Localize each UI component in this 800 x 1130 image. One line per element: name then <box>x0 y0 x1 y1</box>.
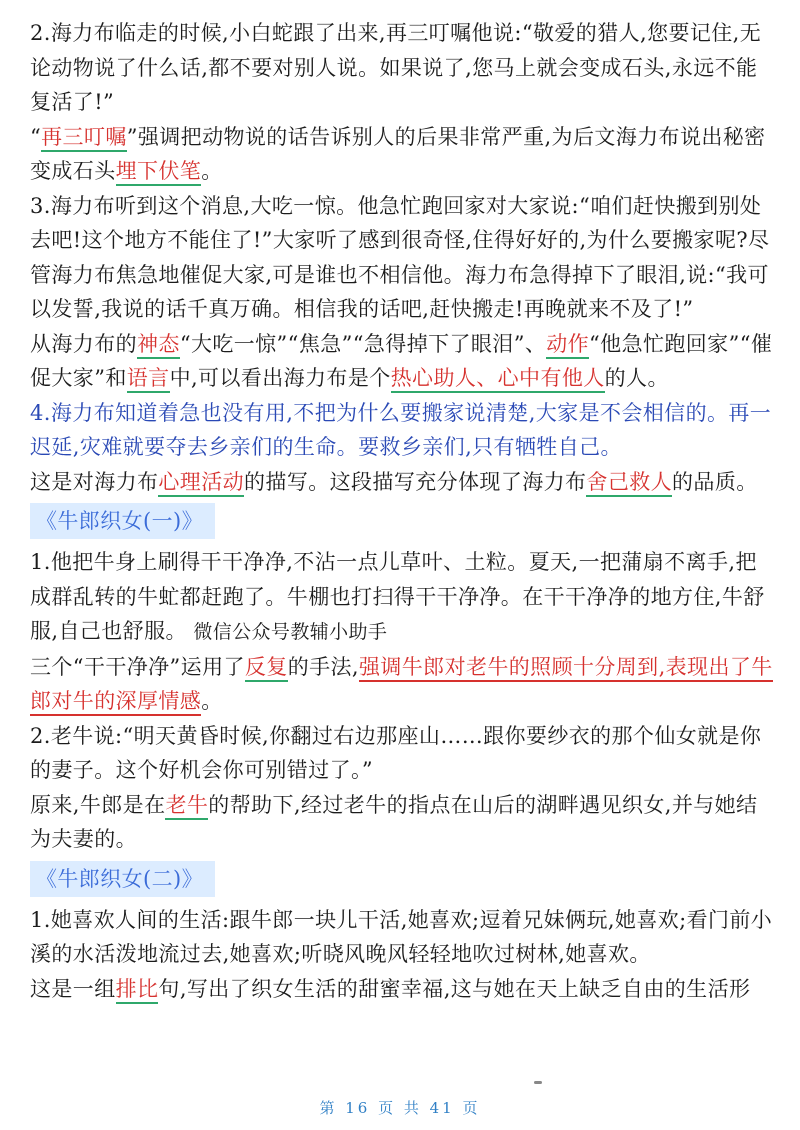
keyword-repetition: 反复 <box>245 655 288 682</box>
niulang1-p1-text: 1.他把牛身上刷得干干净净,不沾一点儿草叶、土粒。夏天,一把蒲扇不离手,把成群乱转的牛虻都赶跑了。牛棚也打扫得干干净净。在干干净净的地方住,牛舒服,自己也舒服。 <box>30 550 765 643</box>
keyword-old-ox: 老牛 <box>165 793 208 820</box>
niulang2-paragraph-1: 1.她喜欢人间的生活:跟牛郎一块儿干活,她喜欢;逗着兄妹俩玩,她喜欢;看门前小溪的水活泼地流过去,她喜欢;听晓风晚风轻轻地吹过树林,她喜欢。 <box>30 907 773 966</box>
note-3-text-a: 这是对海力布 <box>30 469 159 494</box>
paragraph-2: 2.海力布临走的时候,小白蛇跟了出来,再三叮嘱他说:“敬爱的猎人,您要记住,无论动物说了什么话,都不要对别人说。如果说了,您马上就会变成石头,永远不能复活了!” <box>30 21 762 114</box>
stray-mark <box>534 1081 542 1084</box>
niulang1-n1-text-b: 的手法, <box>287 654 359 679</box>
keyword-language: 语言 <box>127 366 170 393</box>
keyword-action: 动作 <box>546 332 589 359</box>
watermark-text: 微信公众号教辅小助手 <box>193 621 388 643</box>
quote-open: “ <box>30 124 42 149</box>
paragraph-3: 3.海力布听到这个消息,大吃一惊。他急忙跑回家对大家说:“咱们赶快搬到别处去吧!这个地方不能住了!”大家听了感到很奇怪,住得好好的,为什么要搬家呢?尽管海力布焦急地催促大家,可是谁也不相信他。海力布急得掉下了眼泪,说:“我可以发誓,我说的话千真万确。相信我的话吧,赶快搬走!再晚就来不及了!” <box>30 193 770 321</box>
keyword-parallelism: 排比 <box>116 977 159 1004</box>
keyword-helpful: 热心助人、心中有他人 <box>391 366 605 393</box>
niulang2-n1-text-a: 这是一组 <box>30 976 116 1001</box>
niulang1-paragraph-2: 2.老牛说:“明天黄昏时候,你翻过右边那座山……跟你要纱衣的那个仙女就是你的妻子。这个好机会你可别错过了。” <box>30 723 762 782</box>
note-2-text-d: 中,可以看出海力布是个 <box>169 366 391 390</box>
paragraph-4: 4.海力布知道着急也没有用,不把为什么要搬家说清楚,大家是不会相信的。再一迟延,灾难就要夺去乡亲们的生命。要救乡亲们,只有牺牲自己。 <box>30 400 772 459</box>
note-2 <box>30 327 774 396</box>
note-3 <box>30 465 774 500</box>
niulang1-n1-text-a: 三个“干干净净”运用了 <box>30 654 245 679</box>
niulang1-paragraph-1 <box>30 545 774 650</box>
keyword-psychology: 心理活动 <box>158 470 244 497</box>
note-2-text-c: “他急忙跑回家”“催促大家”和 <box>30 331 773 390</box>
note-1-text: ”强调把动物说的话告诉别人的后果非常严重,为后文海力布说出秘密变成石头 <box>30 124 766 183</box>
niulang1-n2-text-a: 原来,牛郎是在 <box>30 792 166 817</box>
note-3-text-c: 的品质。 <box>672 469 758 494</box>
page-footer: 第 16 页 共 41 页 <box>319 1099 481 1117</box>
note-1 <box>30 120 774 189</box>
section-heading-niulang-2: 《牛郎织女(二)》 <box>30 861 215 897</box>
keyword-foreshadow: 埋下伏笔 <box>116 159 202 186</box>
niulang1-n2-text-b: 的帮助下,经过老牛的指点在山后的湖畔遇见织女,并与她结为夫妻的。 <box>30 792 758 851</box>
niulang2-note-1 <box>30 972 774 1007</box>
niulang1-note-1 <box>30 650 774 719</box>
note-1-end: 。 <box>201 159 223 183</box>
keyword-expression: 神态 <box>137 332 180 359</box>
note-2-text-a: 从海力布的 <box>30 331 137 356</box>
niulang2-n1-text-b: 句,写出了织女生活的甜蜜幸福,这与她在天上缺乏自由的生活形 <box>158 976 751 1001</box>
note-2-text-b: “大吃一惊”“焦急”“急得掉下了眼泪”、 <box>179 331 547 356</box>
niulang1-n1-text-c: 。 <box>201 689 223 713</box>
keyword-selfless: 舍己救人 <box>586 470 672 497</box>
note-2-text-e: 的人。 <box>604 366 669 390</box>
section-heading-niulang-1: 《牛郎织女(一)》 <box>30 503 215 539</box>
niulang1-note-2 <box>30 788 774 857</box>
keyword-emphasis: 强调牛郎对老牛的照顾十分周到,表现出了牛郎对牛的深厚情感 <box>30 655 773 717</box>
keyword-zaisan-dingzhu: 再三叮嘱 <box>41 125 127 152</box>
note-3-text-b: 的描写。这段描写充分体现了海力布 <box>244 469 587 494</box>
